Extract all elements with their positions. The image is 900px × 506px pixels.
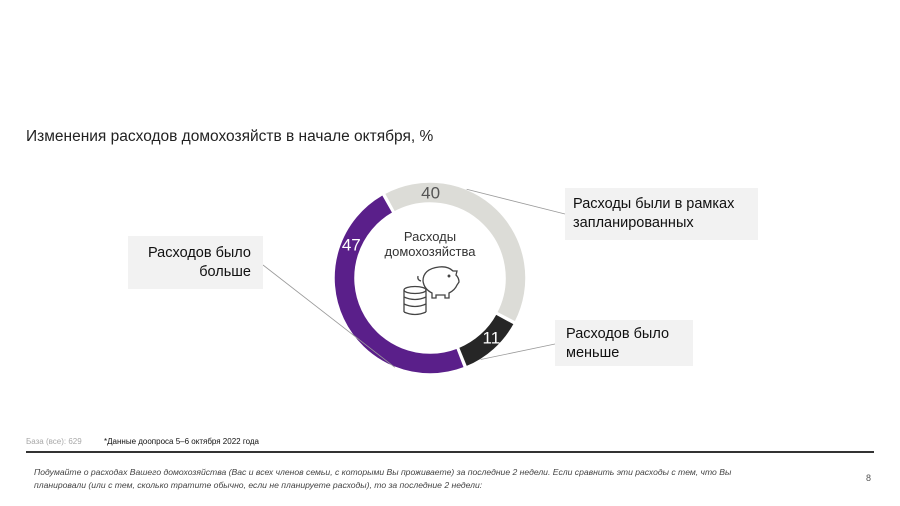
value-label-planned: 40 xyxy=(421,183,441,203)
slice-more xyxy=(334,195,464,374)
center-label: Расходы домохозяйства xyxy=(384,229,476,259)
piggy-bank-coins-icon xyxy=(404,267,459,315)
date-note: *Данные доопроса 5–6 октября 2022 года xyxy=(104,437,259,446)
survey-question: Подумайте о расходах Вашего домохозяйства (Вас и всех членов семьи, с которыми Вы проживаете) за последние 2 недели. Если сравнить эти расходы с тем, что Вы планировали (или с тем, сколько тратите обычно, если не планируете расходы), то за последние 2 недели: xyxy=(34,467,732,490)
leader-line xyxy=(263,265,395,367)
legend-label-more: Расходов было больше xyxy=(128,236,263,289)
legend-label-planned: Расходы были в рамках запланированных xyxy=(565,188,758,240)
footer-divider xyxy=(26,451,874,453)
legend-label-less: Расходов было меньше xyxy=(555,320,693,366)
value-label-more: 47 xyxy=(341,235,361,255)
base-note: База (все): 629 xyxy=(26,437,82,446)
chart-title: Изменения расходов домохозяйств в начале октября, % xyxy=(26,128,434,145)
value-label-less: 11 xyxy=(482,328,501,348)
page-number: 8 xyxy=(866,473,872,483)
